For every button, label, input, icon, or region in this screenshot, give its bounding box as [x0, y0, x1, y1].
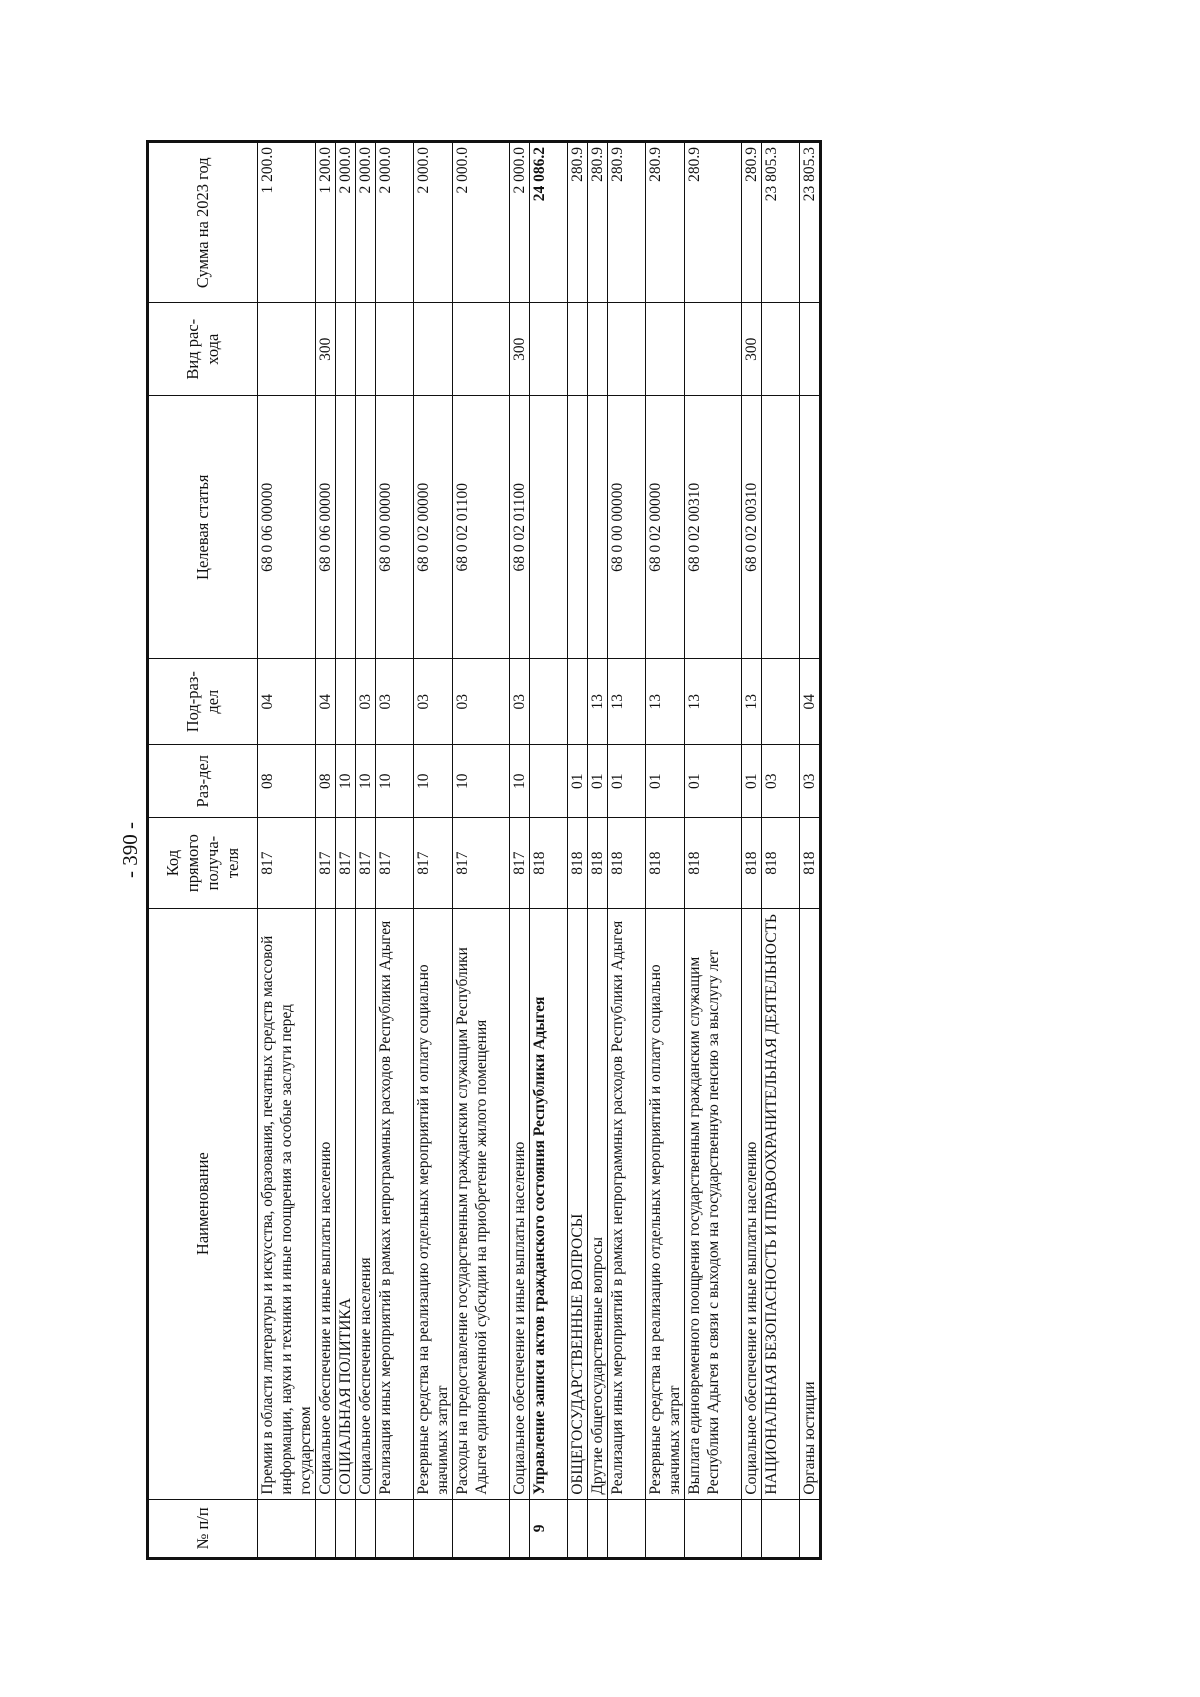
cell-num [453, 1499, 510, 1558]
cell-num [685, 1499, 742, 1558]
table-row [376, 142, 414, 1559]
cell-name: Выплата единовременного поощрения государственным гражданским служащим Республики Адыгея в связи с выходом на государственную пенсию за выслугу лет [685, 908, 742, 1499]
table-row [336, 142, 356, 1559]
cell-name: Управление записи актов гражданского состояния Республики Адыгея [530, 908, 568, 1499]
cell-sum: 2 000.0 [453, 142, 510, 303]
cell-num [376, 1499, 414, 1558]
cell-code: 817 [510, 818, 530, 908]
cell-target [568, 396, 588, 659]
cell-num [568, 1499, 588, 1558]
cell-exptype [414, 303, 453, 396]
cell-target: 68 0 02 00310 [742, 396, 762, 659]
cell-section [530, 744, 568, 818]
table-row [608, 142, 646, 1559]
cell-sum: 280.9 [568, 142, 588, 303]
cell-target: 68 0 00 00000 [376, 396, 414, 659]
cell-code: 817 [336, 818, 356, 908]
header-target: Целевая статья [148, 396, 258, 659]
cell-num [800, 1499, 821, 1558]
cell-name: Социальное обеспечение населения [356, 908, 376, 1499]
cell-target: 68 0 02 01100 [453, 396, 510, 659]
cell-sum: 280.9 [608, 142, 646, 303]
cell-exptype: 300 [510, 303, 530, 396]
cell-num [258, 1499, 316, 1558]
budget-table [146, 140, 822, 1560]
cell-sum: 23 805.3 [800, 142, 821, 303]
cell-section: 10 [414, 744, 453, 818]
cell-sum: 280.9 [685, 142, 742, 303]
table-row [685, 142, 742, 1559]
cell-target: 68 0 06 00000 [316, 396, 336, 659]
cell-name: НАЦИОНАЛЬНАЯ БЕЗОПАСНОСТЬ И ПРАВООХРАНИТЕЛЬНАЯ ДЕЯТЕЛЬНОСТЬ [762, 908, 800, 1499]
table-row [588, 142, 608, 1559]
cell-num [762, 1499, 800, 1558]
header-sum: Сумма на 2023 год [148, 142, 258, 303]
cell-sum: 24 086.2 [530, 142, 568, 303]
cell-code: 817 [414, 818, 453, 908]
cell-name: Резервные средства на реализацию отдельных мероприятий и оплату социально значимых затрат [414, 908, 453, 1499]
cell-sum: 2 000.0 [414, 142, 453, 303]
cell-code: 818 [568, 818, 588, 908]
cell-code: 818 [646, 818, 685, 908]
cell-name: Социальное обеспечение и иные выплаты населению [510, 908, 530, 1499]
table-row [356, 142, 376, 1559]
cell-name: Социальное обеспечение и иные выплаты населению [316, 908, 336, 1499]
cell-exptype [762, 303, 800, 396]
cell-num [588, 1499, 608, 1558]
cell-name: Реализация иных мероприятий в рамках непрограммных расходов Республики Адыгея [608, 908, 646, 1499]
cell-exptype [356, 303, 376, 396]
cell-section: 10 [376, 744, 414, 818]
cell-num [646, 1499, 685, 1558]
cell-subsection: 13 [608, 659, 646, 744]
cell-code: 817 [376, 818, 414, 908]
cell-section: 03 [800, 744, 821, 818]
cell-subsection: 04 [258, 659, 316, 744]
cell-num [742, 1499, 762, 1558]
cell-code: 817 [258, 818, 316, 908]
header-num: № п/п [148, 1499, 258, 1558]
table-body [258, 142, 821, 1559]
cell-subsection: 13 [646, 659, 685, 744]
cell-num [510, 1499, 530, 1558]
cell-target: 68 0 00 00000 [608, 396, 646, 659]
cell-subsection [530, 659, 568, 744]
cell-code: 818 [742, 818, 762, 908]
cell-subsection [336, 659, 356, 744]
cell-section: 01 [608, 744, 646, 818]
cell-section: 10 [453, 744, 510, 818]
cell-num [414, 1499, 453, 1558]
cell-subsection: 04 [800, 659, 821, 744]
cell-code: 818 [800, 818, 821, 908]
cell-target: 68 0 02 00000 [646, 396, 685, 659]
cell-section: 01 [685, 744, 742, 818]
cell-target [336, 396, 356, 659]
cell-sum: 2 000.0 [336, 142, 356, 303]
cell-section: 10 [510, 744, 530, 818]
cell-section: 01 [646, 744, 685, 818]
cell-subsection: 03 [414, 659, 453, 744]
cell-exptype [336, 303, 356, 396]
cell-exptype [376, 303, 414, 396]
cell-sum: 280.9 [646, 142, 685, 303]
cell-sum: 23 805.3 [762, 142, 800, 303]
cell-subsection: 03 [356, 659, 376, 744]
cell-sum: 1 200.0 [258, 142, 316, 303]
cell-exptype [453, 303, 510, 396]
cell-code: 817 [356, 818, 376, 908]
cell-subsection: 13 [685, 659, 742, 744]
cell-section: 10 [356, 744, 376, 818]
cell-subsection: 13 [588, 659, 608, 744]
cell-sum: 2 000.0 [376, 142, 414, 303]
cell-section: 01 [742, 744, 762, 818]
table-row [568, 142, 588, 1559]
header-name: Наименование [148, 908, 258, 1499]
cell-subsection: 04 [316, 659, 336, 744]
table-row [453, 142, 510, 1559]
cell-sum: 2 000.0 [510, 142, 530, 303]
cell-target [762, 396, 800, 659]
cell-subsection: 13 [742, 659, 762, 744]
cell-target: 68 0 02 00000 [414, 396, 453, 659]
cell-code: 818 [588, 818, 608, 908]
cell-exptype [608, 303, 646, 396]
cell-section: 08 [316, 744, 336, 818]
cell-code: 818 [530, 818, 568, 908]
cell-name: Другие общегосударственные вопросы [588, 908, 608, 1499]
cell-sum: 280.9 [742, 142, 762, 303]
cell-section: 01 [588, 744, 608, 818]
cell-subsection [762, 659, 800, 744]
table-row [762, 142, 800, 1559]
cell-name: Органы юстиции [800, 908, 821, 1499]
page-number: - 390 - [117, 822, 142, 878]
cell-exptype [530, 303, 568, 396]
cell-name: Социальное обеспечение и иные выплаты населению [742, 908, 762, 1499]
table-row [316, 142, 336, 1559]
cell-subsection: 03 [376, 659, 414, 744]
cell-exptype [588, 303, 608, 396]
cell-target: 68 0 02 00310 [685, 396, 742, 659]
cell-code: 818 [608, 818, 646, 908]
cell-num [336, 1499, 356, 1558]
cell-code: 817 [316, 818, 336, 908]
cell-num [316, 1499, 336, 1558]
cell-name: Резервные средства на реализацию отдельных мероприятий и оплату социально значимых затрат [646, 908, 685, 1499]
cell-name: Премии в области литературы и искусства, образования, печатных средств массовой информации, науки и техники и иные поощрения за особые заслуги перед государством [258, 908, 316, 1499]
table-row [258, 142, 316, 1559]
table-row [800, 142, 821, 1559]
cell-section: 10 [336, 744, 356, 818]
cell-target [800, 396, 821, 659]
cell-num [356, 1499, 376, 1558]
header-row [148, 142, 258, 1559]
table-row [530, 142, 568, 1559]
cell-exptype: 300 [742, 303, 762, 396]
cell-subsection [568, 659, 588, 744]
cell-num: 9 [530, 1499, 568, 1558]
cell-exptype [646, 303, 685, 396]
cell-sum: 2 000.0 [356, 142, 376, 303]
cell-section: 08 [258, 744, 316, 818]
table-row [646, 142, 685, 1559]
header-exptype: Вид рас-хода [148, 303, 258, 396]
cell-subsection: 03 [453, 659, 510, 744]
cell-exptype [800, 303, 821, 396]
header-code: Код прямого получа-теля [148, 818, 258, 908]
cell-name: СОЦИАЛЬНАЯ ПОЛИТИКА [336, 908, 356, 1499]
cell-exptype [685, 303, 742, 396]
cell-subsection: 03 [510, 659, 530, 744]
cell-num [608, 1499, 646, 1558]
cell-target [530, 396, 568, 659]
cell-target [356, 396, 376, 659]
cell-target: 68 0 06 00000 [258, 396, 316, 659]
cell-code: 817 [453, 818, 510, 908]
header-section: Раз-дел [148, 744, 258, 818]
cell-section: 01 [568, 744, 588, 818]
header-subsection: Под-раз-дел [148, 659, 258, 744]
cell-exptype: 300 [316, 303, 336, 396]
cell-target: 68 0 02 01100 [510, 396, 530, 659]
cell-sum: 280.9 [588, 142, 608, 303]
cell-name: Расходы на предоставление государственным гражданским служащим Республики Адыгея единовременной субсидии на приобретение жилого помещения [453, 908, 510, 1499]
rotated-table-container [146, 140, 1066, 1560]
table-row [510, 142, 530, 1559]
cell-code: 818 [762, 818, 800, 908]
cell-target [588, 396, 608, 659]
table-row [414, 142, 453, 1559]
cell-name: Реализация иных мероприятий в рамках непрограммных расходов Республики Адыгея [376, 908, 414, 1499]
cell-exptype [568, 303, 588, 396]
cell-exptype [258, 303, 316, 396]
cell-code: 818 [685, 818, 742, 908]
cell-sum: 1 200.0 [316, 142, 336, 303]
cell-name: ОБЩЕГОСУДАРСТВЕННЫЕ ВОПРОСЫ [568, 908, 588, 1499]
cell-section: 03 [762, 744, 800, 818]
table-row [742, 142, 762, 1559]
